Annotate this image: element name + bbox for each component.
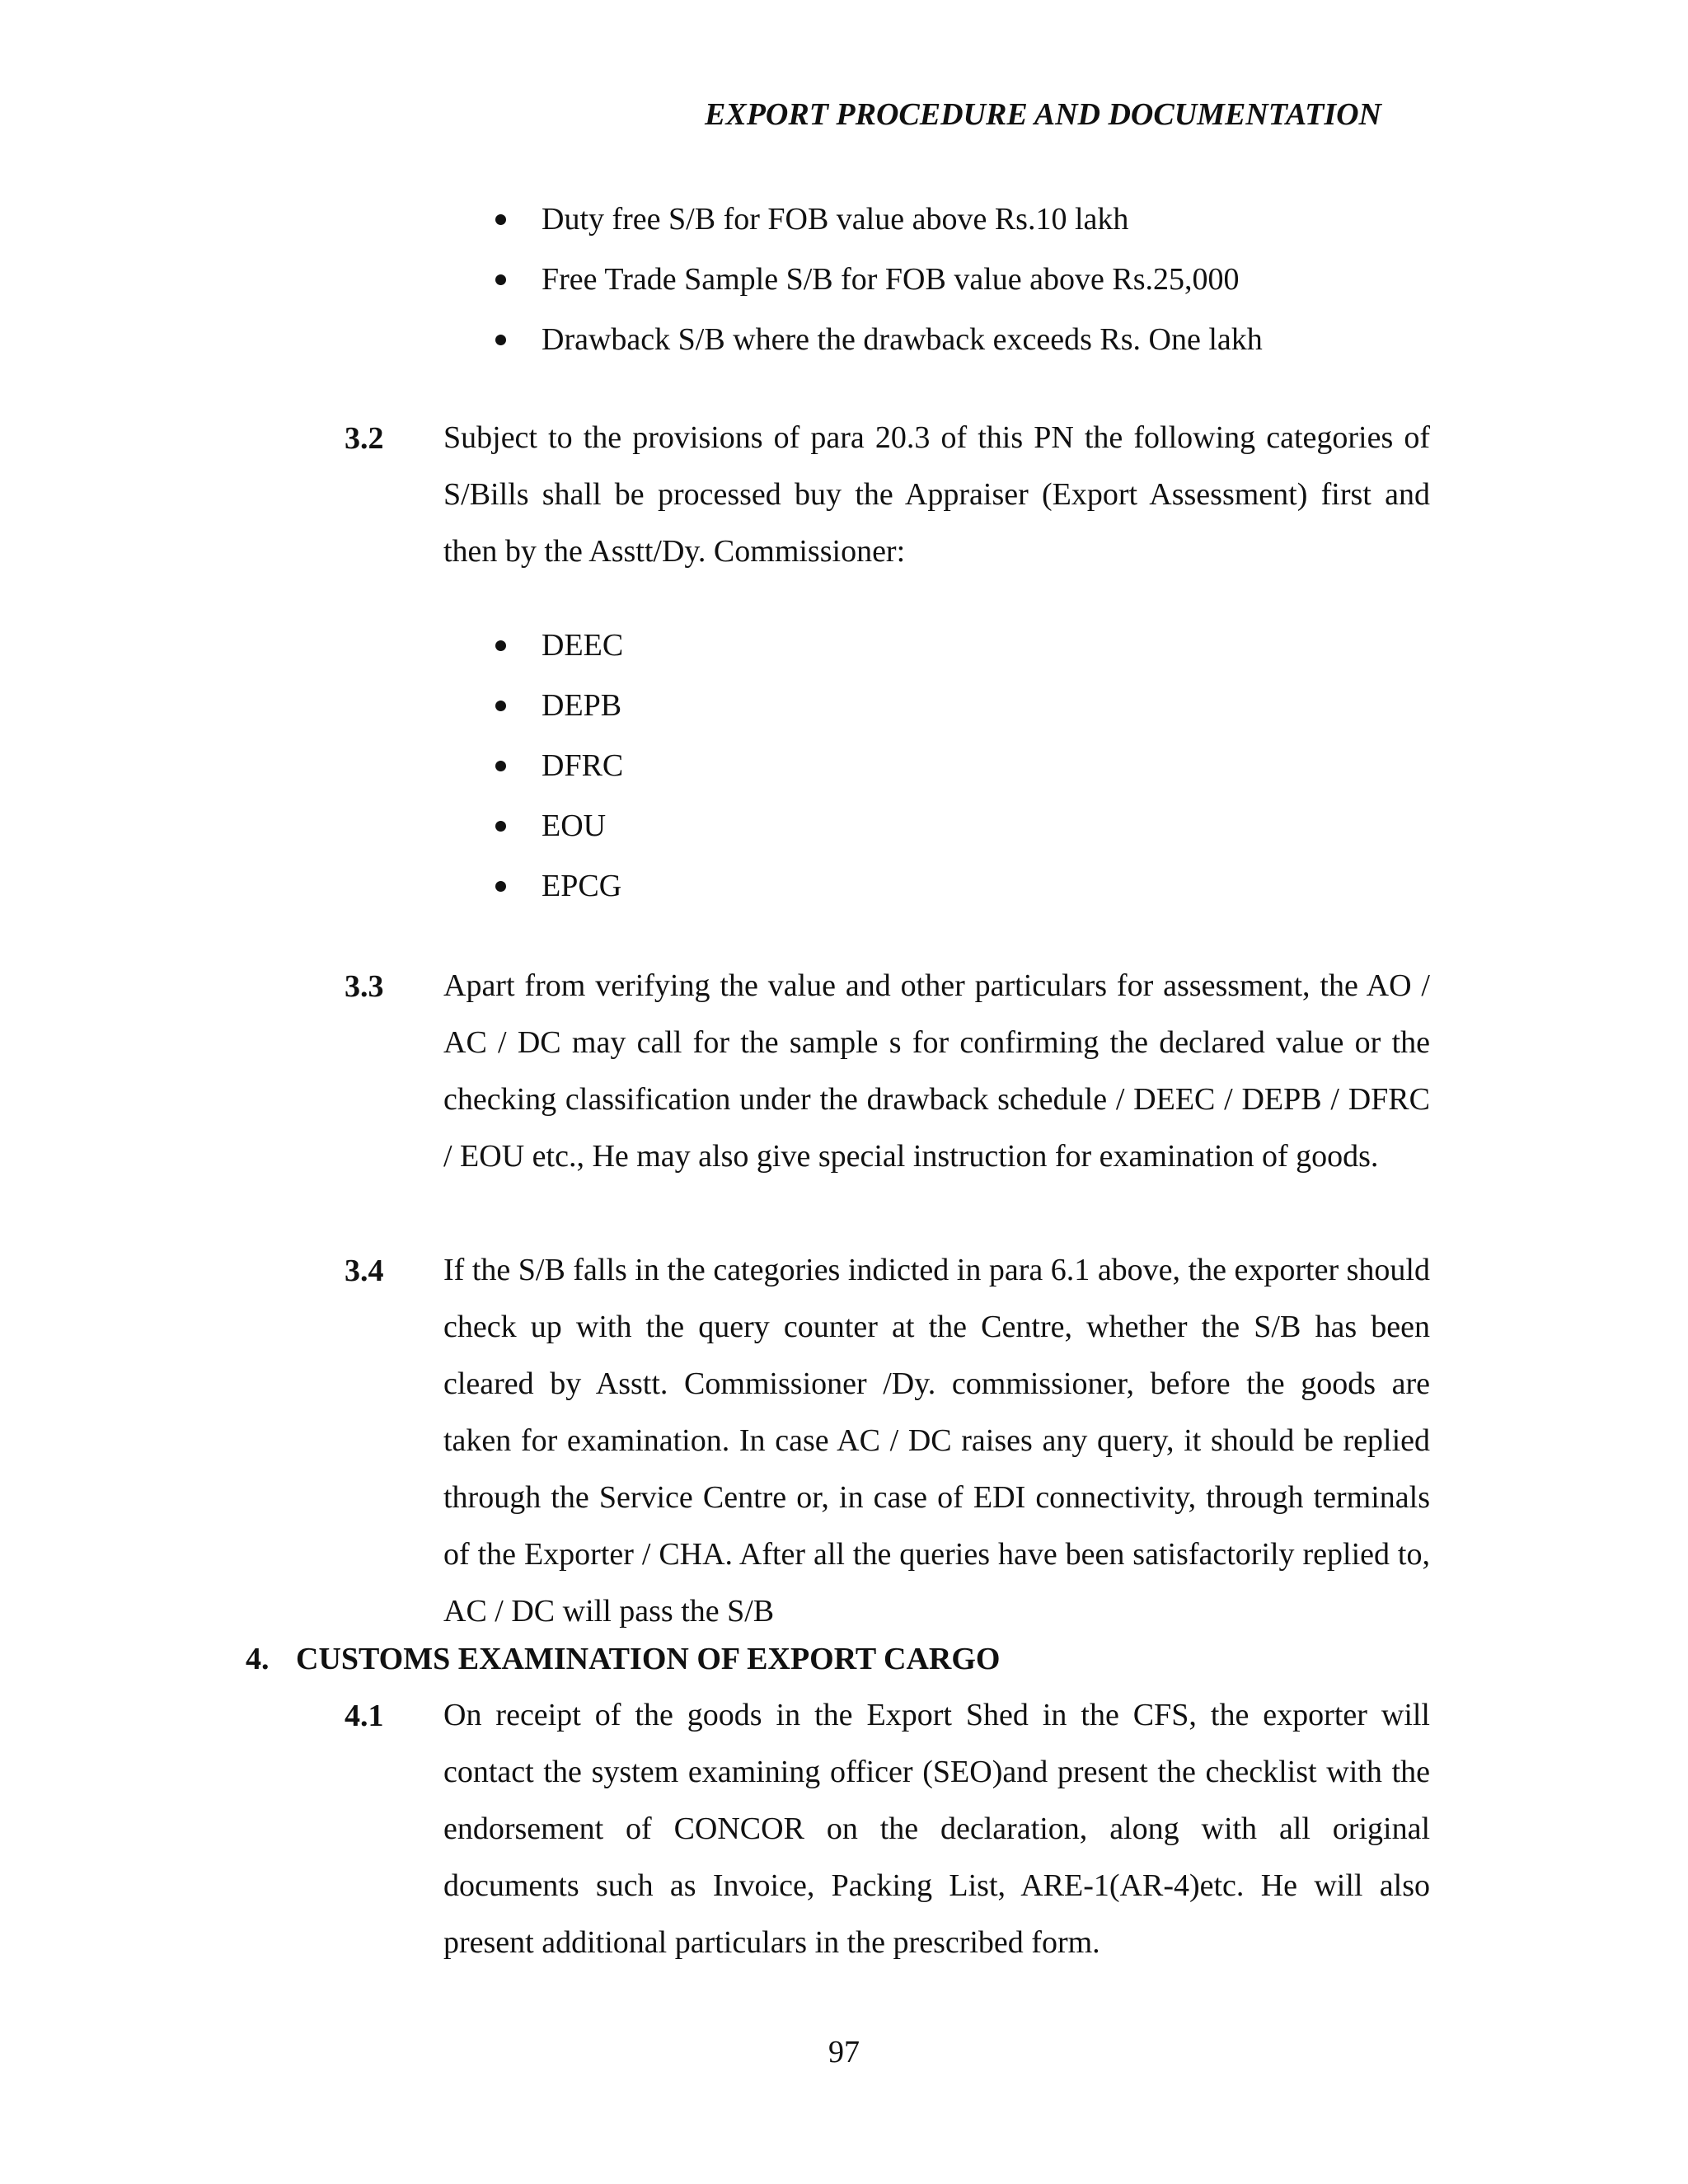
list-item xyxy=(0,260,1688,321)
paragraph-text: Subject to the provisions of para 20.3 of this PN the following categories of S/Bills shall be processed buy the Appraiser (Export Assessment) first and then by the Asstt/Dy. Commissioner: xyxy=(443,420,1430,569)
list-item-text: Drawback S/B where the drawback exceeds Rs. One lakh xyxy=(542,322,1263,357)
section-heading xyxy=(246,1640,1000,1678)
list-item-text: DFRC xyxy=(542,748,624,783)
section-number: 4. xyxy=(246,1642,270,1676)
bullet-icon xyxy=(495,701,506,711)
bullet-icon xyxy=(495,640,506,651)
paragraph-text: Apart from verifying the value and other particulars for assessment, the AO / AC / DC may call for the sample s for confirming the declared value or the checking classification under the drawback schedule / DEEC / DEPB / DFRC / EOU etc., He may also give special instruction for examination of goods. xyxy=(443,968,1430,1174)
list-item-text: EOU xyxy=(542,808,607,843)
list-item-text: EPCG xyxy=(542,869,622,903)
list-item xyxy=(0,626,1688,687)
bullet-icon xyxy=(495,821,506,832)
paragraph-number: 3.3 xyxy=(345,969,384,1004)
section-title: CUSTOMS EXAMINATION OF EXPORT CARGO xyxy=(296,1642,1001,1676)
list-item-text: Duty free S/B for FOB value above Rs.10 lakh xyxy=(542,202,1129,237)
category-list xyxy=(0,626,1688,927)
paragraph-text: On receipt of the goods in the Export Shed in the CFS, the exporter will contact the system examining officer (SEO)and present the checklist with the endorsement of CONCOR on the declaration, along with all original documents such as Invoice, Packing List, ARE-1(AR-4)etc. He will also present additional particulars in the prescribed form. xyxy=(443,1698,1430,1960)
running-header: EXPORT PROCEDURE AND DOCUMENTATION xyxy=(705,97,1381,132)
paragraph-number: 3.4 xyxy=(345,1254,384,1288)
bullet-icon xyxy=(495,214,506,225)
list-item xyxy=(0,200,1688,260)
fob-criteria-list xyxy=(0,200,1688,381)
bullet-icon xyxy=(495,881,506,892)
list-item-text: DEPB xyxy=(542,688,622,723)
paragraph-text: If the S/B falls in the categories indicted in para 6.1 above, the exporter should check up with the query counter at the Centre, whether the S/B has been cleared by Asstt. Commissioner /Dy. commissioner, before the goods are taken for examination. In case AC / DC raises any query, it should be replied through the Service Centre or, in case of EDI connectivity, through terminals of the Exporter / CHA. After all the queries have been satisfactorily replied to, AC / DC will pass the S/B xyxy=(443,1253,1430,1629)
paragraph-number: 3.2 xyxy=(345,421,384,456)
list-item xyxy=(0,807,1688,867)
list-item xyxy=(0,687,1688,747)
bullet-icon xyxy=(495,761,506,771)
paragraph-number: 4.1 xyxy=(345,1699,384,1733)
list-item-text: Free Trade Sample S/B for FOB value above Rs.25,000 xyxy=(542,262,1240,297)
page-number: 97 xyxy=(828,2035,860,2069)
list-item xyxy=(0,747,1688,807)
list-item-text: DEEC xyxy=(542,628,624,663)
list-item xyxy=(0,867,1688,927)
bullet-icon xyxy=(495,335,506,345)
bullet-icon xyxy=(495,274,506,285)
list-item xyxy=(0,321,1688,381)
